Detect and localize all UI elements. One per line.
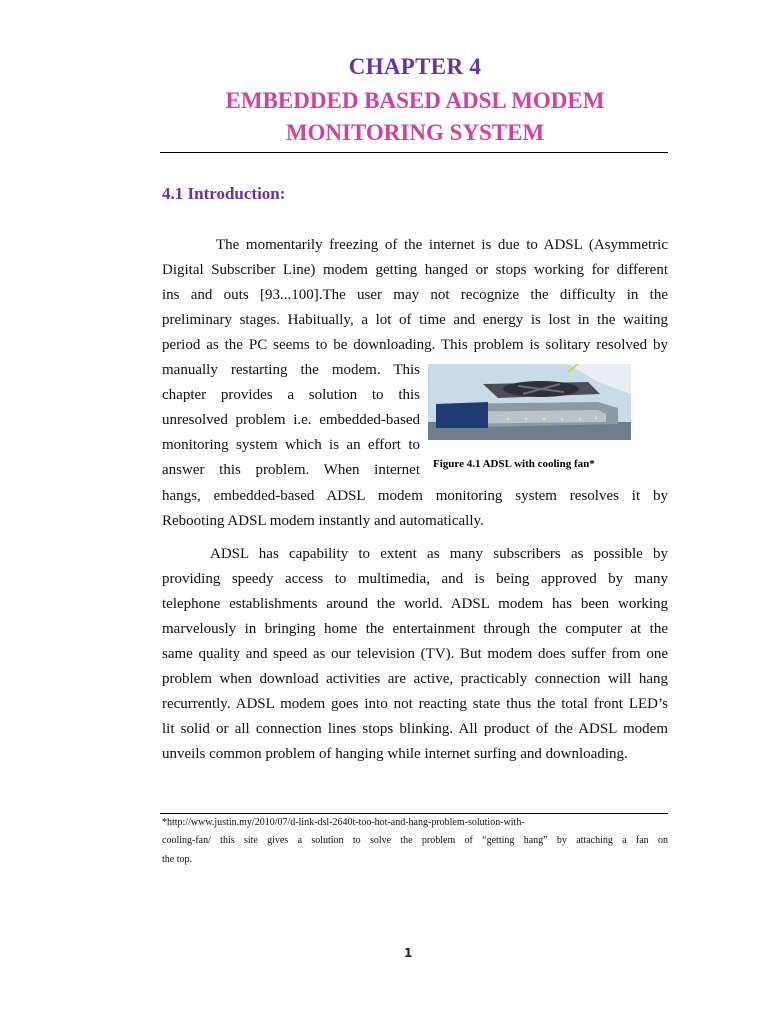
footnote-line-3: the top. bbox=[162, 854, 192, 865]
paragraph-line: Rebooting ADSL modem instantly and automatically. bbox=[162, 513, 484, 529]
paragraph-line: recurrently. ADSL modem goes into not reacting state thus the total front LED’s bbox=[162, 696, 668, 712]
paragraph-line: lit solid or all connection lines stops blinking. All product of the ADSL modem bbox=[162, 721, 668, 737]
figure-caption: Figure 4.1 ADSL with cooling fan* bbox=[433, 458, 595, 470]
paragraph-line: same quality and speed as our television (TV). But modem does suffer from one bbox=[162, 646, 668, 662]
paragraph-line: chapter provides a solution to this bbox=[162, 387, 420, 403]
paragraph-line: hangs, embedded-based ADSL modem monitoring system resolves it by bbox=[162, 488, 668, 504]
paragraph-line: providing speedy access to multimedia, and is being approved by many bbox=[162, 571, 668, 587]
paragraph-line: preliminary stages. Habitually, a lot of time and energy is lost in the waiting bbox=[162, 312, 668, 328]
paragraph-1-full bbox=[162, 233, 668, 358]
paragraph-line: ADSL has capability to extent as many subscribers as possible by bbox=[210, 546, 668, 562]
paragraph-line: unveils common problem of hanging while internet surfing and downloading. bbox=[162, 746, 628, 762]
title-divider bbox=[160, 152, 668, 153]
paragraph-line: period as the PC seems to be downloading. This problem is solitary resolved by bbox=[162, 337, 668, 353]
chapter-number: CHAPTER 4 bbox=[348, 54, 482, 79]
paragraph-line: manually restarting the modem. This bbox=[162, 362, 420, 378]
footnote-line-1: *http://www.justin.my/2010/07/d-link-dsl-2640t-too-hot-and-hang-problem-solution-with- bbox=[162, 817, 525, 828]
paragraph-line: monitoring system which is an effort to bbox=[162, 437, 420, 453]
chapter-title-line-2: MONITORING SYSTEM bbox=[285, 120, 545, 145]
paragraph-line: The momentarily freezing of the internet is due to ADSL (Asymmetric bbox=[216, 237, 668, 253]
paragraph-line: ins and outs [93...100].The user may not recognize the difficulty in the bbox=[162, 287, 668, 303]
chapter-title-line-1: EMBEDDED BASED ADSL MODEM bbox=[225, 88, 605, 113]
figure-adsl-cooling-fan bbox=[428, 364, 631, 440]
paragraph-1-wrapped bbox=[162, 358, 420, 483]
section-heading: 4.1 Introduction: bbox=[162, 184, 286, 203]
paragraph-line: answer this problem. When internet bbox=[162, 462, 420, 478]
paragraph-line: problem when download activities are active, practicably connection will hang bbox=[162, 671, 668, 687]
paragraph-2 bbox=[162, 542, 668, 767]
footnote-line-2: cooling-fan/ this site gives a solution to solve the problem of “getting hang” by attaching a fan on bbox=[162, 835, 668, 846]
paragraph-line: Digital Subscriber Line) modem getting hanged or stops working for different bbox=[162, 262, 668, 278]
footnote-divider bbox=[160, 813, 668, 814]
paragraph-line: telephone establishments around the world. ADSL modem has been working bbox=[162, 596, 668, 612]
paragraph-line: marvelously in bringing home the entertainment through the computer at the bbox=[162, 621, 668, 637]
paragraph-line: unresolved problem i.e. embedded-based bbox=[162, 412, 420, 428]
adsl-modem-photo bbox=[428, 364, 631, 440]
page-number: 1 bbox=[404, 946, 413, 960]
paragraph-1-tail bbox=[162, 484, 668, 534]
